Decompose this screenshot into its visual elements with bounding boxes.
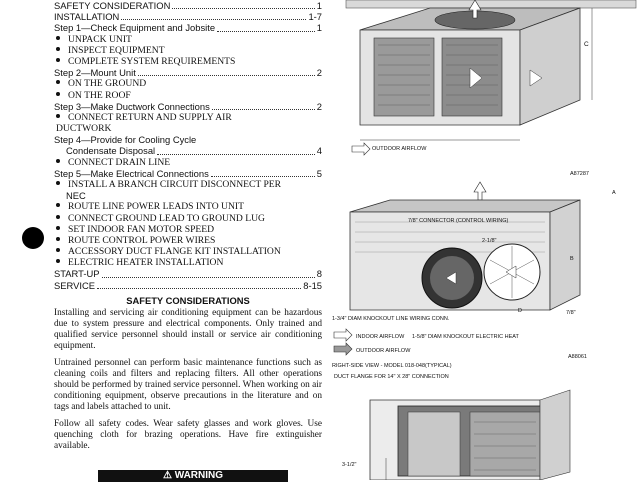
safety-paragraph-2: Untrained personnel can perform basic maintenance functions such as cleaning coils and filters and replacing filters. All other operations should be performed by trained service personnel. When working on air conditioning equipment, observe precautions in the literature and on tags and labels attached to unit.	[54, 358, 322, 412]
toc-page-number: 1	[316, 22, 322, 34]
dim-b-label: B	[570, 256, 574, 262]
toc-entry-title: Step 1—Check Equipment and Jobsite	[54, 22, 216, 34]
figure-code-2: A88061	[568, 354, 587, 360]
bullet-icon	[56, 181, 60, 185]
dim-d-label: D	[518, 308, 522, 314]
toc-bullet-item	[54, 90, 322, 101]
outdoor-airflow-label-2: OUTDOOR AIRFLOW	[356, 348, 411, 354]
toc-bullet-item	[54, 157, 322, 168]
knockout-label: 1-3/4" DIAM KNOCKOUT LINE WIRING CONN.	[332, 316, 450, 322]
toc-bullet-item	[54, 45, 322, 56]
safety-paragraph-1: Installing and servicing air conditioning equipment can be hazardous due to system pressure and electrical components. Only trained and qualified service personnel should install or service air conditioning equipment.	[54, 308, 322, 351]
figure-caption-2: RIGHT-SIDE VIEW - MODEL 018-048(TYPICAL)	[332, 363, 452, 369]
toc-bullet-text: ACCESSORY DUCT FLANGE KIT INSTALLATION	[68, 246, 281, 258]
toc-continuation: Step 4—Provide for Cooling Cycle	[54, 134, 197, 146]
toc-leader	[211, 176, 315, 177]
toc-bullet-text: CONNECT DRAIN LINE	[68, 156, 171, 168]
toc-continuation: NEC	[66, 190, 86, 202]
toc-entry	[54, 101, 322, 112]
toc-entry-title: Step 5—Make Electrical Connections	[54, 167, 209, 179]
bullet-icon	[56, 203, 60, 207]
toc-bullet-item	[54, 78, 322, 89]
toc-bullet-text: SET INDOOR FAN MOTOR SPEED	[68, 223, 215, 235]
safety-heading: SAFETY CONSIDERATIONS	[126, 295, 250, 306]
toc-leader	[102, 277, 315, 278]
toc-entry	[54, 22, 322, 33]
figure-right-side-view	[330, 180, 640, 370]
toc-bullet-text: ON THE ROOF	[68, 89, 131, 101]
dim-c-label: C	[584, 41, 589, 48]
toc-bullet-text: ROUTE CONTROL POWER WIRES	[68, 234, 216, 246]
toc-page-number: 8	[316, 268, 322, 280]
toc-bullet-text: INSTALL A BRANCH CIRCUIT DISCONNECT PER	[68, 179, 282, 190]
bullet-icon	[56, 58, 60, 62]
toc-entry	[54, 11, 322, 22]
toc-bullet-text: COMPLETE SYSTEM REQUIREMENTS	[68, 55, 236, 67]
dim-a-label: A	[612, 190, 616, 196]
toc-bullet-item	[54, 56, 322, 67]
toc-bullet-text: CONNECT GROUND LEAD TO GROUND LUG	[68, 212, 265, 224]
toc-bullet-text: ON THE GROUND	[68, 78, 147, 90]
toc-entry	[54, 67, 322, 78]
toc-page-number: 1	[316, 0, 322, 11]
table-of-contents	[54, 0, 322, 291]
toc-continuation: DUCTWORK	[56, 123, 112, 135]
toc-bullet-text: CONNECT RETURN AND SUPPLY AIR	[68, 111, 232, 123]
toc-bullet-item	[54, 235, 322, 246]
toc-entry-title: SERVICE	[54, 279, 95, 291]
bullet-icon	[56, 114, 60, 118]
toc-bullet-text: ELECTRIC HEATER INSTALLATION	[68, 257, 224, 269]
bullet-icon	[56, 259, 60, 263]
toc-page-number: 2	[316, 67, 322, 79]
toc-bullet-item	[54, 34, 322, 45]
toc-entry-title: Condensate Disposal	[66, 145, 156, 157]
toc-bullet-text: INSPECT EQUIPMENT	[68, 44, 165, 56]
toc-leader	[172, 8, 314, 9]
bullet-icon	[56, 92, 60, 96]
toc-leader	[212, 109, 315, 110]
toc-entry	[54, 269, 322, 280]
toc-entry	[54, 0, 322, 11]
toc-page-number: 5	[316, 167, 322, 179]
toc-entry	[54, 145, 322, 156]
dim-7-8-label: 7/8"	[566, 310, 576, 316]
bullet-icon	[56, 226, 60, 230]
toc-entry	[54, 280, 322, 291]
toc-leader	[157, 154, 315, 155]
bullet-icon	[56, 47, 60, 51]
knockout-heat-label: 1-5/8" DIAM KNOCKOUT ELECTRIC HEAT	[412, 334, 519, 340]
dim-2-1-8-label: 2-1/8"	[482, 238, 497, 244]
toc-entry-title: Step 2—Mount Unit	[54, 67, 136, 79]
outdoor-airflow-label: OUTDOOR AIRFLOW	[372, 146, 427, 152]
duct-flange-text: DUCT FLANGE FOR 14" X 28" CONNECTION	[334, 374, 449, 380]
bullet-icon	[56, 215, 60, 219]
connector-label: 7/8" CONNECTOR (CONTROL WIRING)	[408, 218, 509, 224]
warning-banner: ⚠ WARNING	[98, 470, 288, 482]
toc-bullet-item	[54, 179, 322, 190]
toc-entry	[54, 168, 322, 179]
bullet-icon	[56, 159, 60, 163]
toc-page-number: 4	[316, 145, 322, 157]
toc-entry-title: Step 3—Make Ductwork Connections	[54, 100, 210, 112]
toc-leader	[121, 19, 306, 20]
toc-bullet-item	[54, 213, 322, 224]
toc-bullet-item	[54, 112, 322, 123]
duct-flange-label	[334, 374, 449, 380]
figure-code-1: A87287	[570, 171, 589, 175]
toc-bullet-text: UNPACK UNIT	[68, 33, 132, 45]
toc-leader	[217, 31, 315, 32]
indoor-airflow-label: INDOOR AIRFLOW	[356, 334, 405, 340]
toc-page-number: 1-7	[308, 11, 322, 23]
toc-bullet-item	[54, 201, 322, 212]
figure-unit-top-view	[330, 0, 640, 175]
binder-hole	[22, 227, 44, 249]
bullet-icon	[56, 80, 60, 84]
dim-3-1-2-label: 3-1/2"	[342, 462, 357, 468]
safety-paragraph-3: Follow all safety codes. Wear safety glasses and work gloves. Use quenching cloth for brazing operations. Have fire extinguisher available.	[54, 419, 322, 451]
safety-section	[54, 292, 322, 458]
toc-bullet-item	[54, 246, 322, 257]
toc-entry-title: INSTALLATION	[54, 11, 120, 23]
bullet-icon	[56, 237, 60, 241]
toc-page-number: 8-15	[303, 279, 322, 291]
bullet-icon	[56, 36, 60, 40]
toc-bullet-item	[54, 224, 322, 235]
toc-page-number: 2	[316, 100, 322, 112]
toc-leader	[97, 288, 301, 289]
toc-entry-title: START-UP	[54, 268, 100, 280]
toc-bullet-text: ROUTE LINE POWER LEADS INTO UNIT	[68, 201, 244, 213]
bullet-icon	[56, 248, 60, 252]
toc-leader	[138, 75, 315, 76]
toc-bullet-item	[54, 257, 322, 268]
toc-entry-title: SAFETY CONSIDERATION	[54, 0, 171, 11]
figure-duct-flange	[330, 372, 640, 480]
